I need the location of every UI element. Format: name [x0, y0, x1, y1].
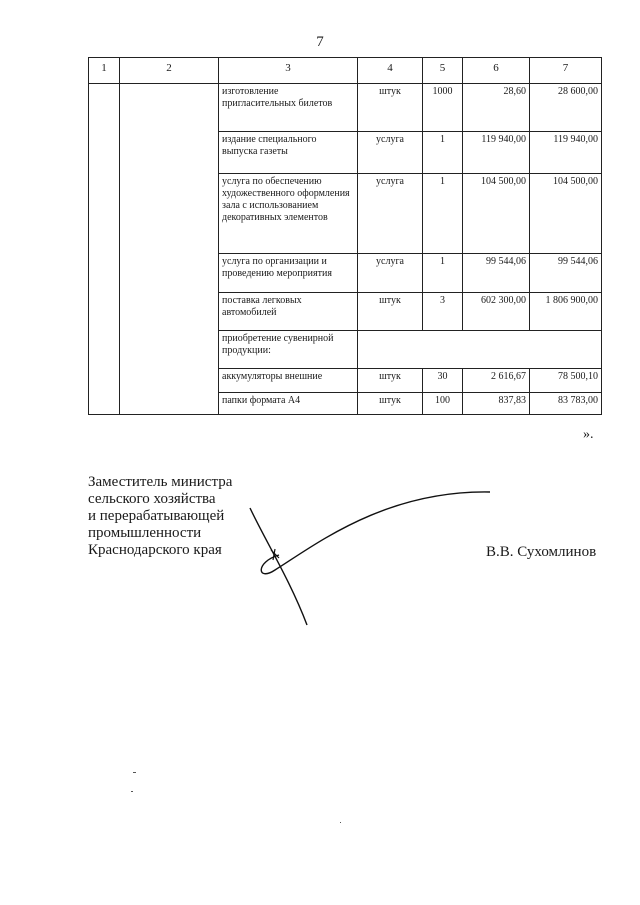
- signer-name: В.В. Сухомлинов: [486, 544, 597, 560]
- item-unit: штук: [358, 293, 423, 331]
- signer-title-line: сельского хозяйства: [88, 491, 216, 507]
- item-unit: услуга: [358, 132, 423, 174]
- column-header: 2: [120, 58, 219, 84]
- signer-title-line: промышленности: [88, 525, 202, 541]
- item-name: изготовление пригласительных билетов: [219, 84, 358, 132]
- item-name: издание специального выпуска газеты: [219, 132, 358, 174]
- item-price: 837,83: [463, 393, 530, 415]
- cell-col2: [120, 84, 219, 415]
- item-price: 104 500,00: [463, 174, 530, 254]
- item-total: 99 544,06: [530, 254, 602, 293]
- item-name: папки формата А4: [219, 393, 358, 415]
- item-unit: услуга: [358, 174, 423, 254]
- column-header: 7: [530, 58, 602, 84]
- scan-speck: [340, 822, 341, 823]
- column-header: 3: [219, 58, 358, 84]
- item-name: поставка легковых автомобилей: [219, 293, 358, 331]
- item-price: 2 616,67: [463, 369, 530, 393]
- item-total: 104 500,00: [530, 174, 602, 254]
- item-qty: 1: [423, 132, 463, 174]
- signer-title: [88, 474, 232, 559]
- column-header: 6: [463, 58, 530, 84]
- item-qty: 3: [423, 293, 463, 331]
- column-header: 4: [358, 58, 423, 84]
- column-header: 5: [423, 58, 463, 84]
- item-total: 119 940,00: [530, 132, 602, 174]
- item-qty: 1000: [423, 84, 463, 132]
- item-unit: штук: [358, 393, 423, 415]
- item-name: услуга по организации и проведению мероприятия: [219, 254, 358, 293]
- table-header-row: [89, 58, 602, 84]
- item-total: 83 783,00: [530, 393, 602, 415]
- closing-quote-mark: ».: [583, 427, 594, 442]
- empty-merged-cell: [358, 331, 602, 369]
- item-name: аккумуляторы внешние: [219, 369, 358, 393]
- signer-title-line: Краснодарского края: [88, 542, 222, 558]
- item-price: 602 300,00: [463, 293, 530, 331]
- table-row: [89, 84, 602, 132]
- item-qty: 30: [423, 369, 463, 393]
- item-unit: штук: [358, 84, 423, 132]
- signer-title-line: и перерабатывающей: [88, 508, 225, 524]
- item-qty: 100: [423, 393, 463, 415]
- item-total: 28 600,00: [530, 84, 602, 132]
- page-number: 7: [316, 34, 324, 50]
- signer-title-line: Заместитель министра: [88, 474, 233, 490]
- column-header: 1: [89, 58, 120, 84]
- item-name: приобретение сувенирной продукции:: [219, 331, 358, 369]
- item-unit: штук: [358, 369, 423, 393]
- scan-speck: [131, 791, 133, 792]
- scan-speck: [133, 772, 136, 773]
- item-qty: 1: [423, 174, 463, 254]
- item-name: услуга по обеспечению художественного оформления зала с использованием декоративных элементов: [219, 174, 358, 254]
- cell-col1: [89, 84, 120, 415]
- item-total: 78 500,10: [530, 369, 602, 393]
- item-qty: 1: [423, 254, 463, 293]
- items-table: [88, 57, 602, 415]
- item-unit: услуга: [358, 254, 423, 293]
- handwritten-signature: [235, 470, 495, 635]
- item-price: 119 940,00: [463, 132, 530, 174]
- item-price: 28,60: [463, 84, 530, 132]
- item-price: 99 544,06: [463, 254, 530, 293]
- item-total: 1 806 900,00: [530, 293, 602, 331]
